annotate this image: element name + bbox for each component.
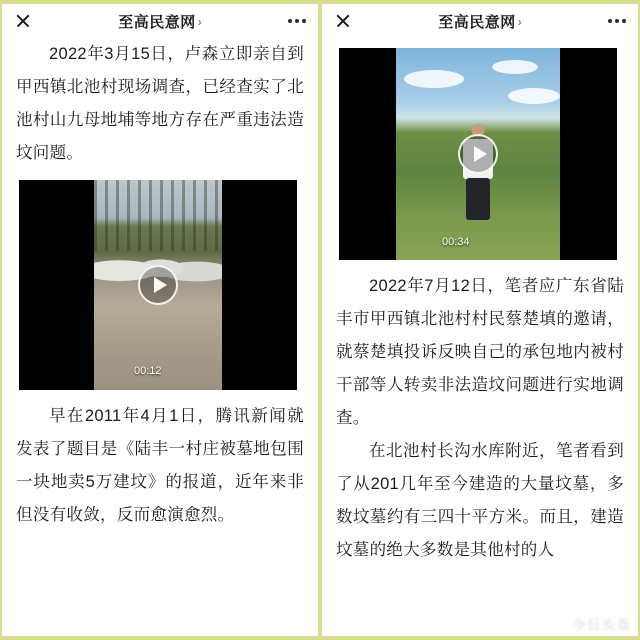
- close-icon[interactable]: [334, 12, 352, 30]
- left-video-player[interactable]: [19, 180, 297, 390]
- left-article-panel: [2, 4, 318, 636]
- cloud-shape: [492, 60, 538, 74]
- right-paragraph-1: 2022年7月12日，笔者应广东省陆丰市甲西镇北池村村民蔡楚填的邀请，就蔡楚填投诉反映自己的承包地内被村干部等人转卖非法造坟问题进行实地调查。: [336, 277, 624, 427]
- play-icon[interactable]: [458, 134, 498, 174]
- play-icon[interactable]: [138, 265, 178, 305]
- left-top-bar: [2, 4, 318, 38]
- left-video-duration: 00:12: [134, 365, 162, 377]
- page-title: 至高民意网: [438, 13, 516, 31]
- right-top-bar: [322, 4, 638, 38]
- close-icon[interactable]: [14, 12, 32, 30]
- chevron-right-icon: ›: [197, 15, 202, 29]
- right-paragraph-2: 在北池村长沟水库附近，笔者看到了从201几年至今建造的大量坟墓，多数坟墓约有三四十平方米。而且，建造坟墓的绝大多数是其他村的人: [336, 442, 624, 559]
- cloud-shape: [508, 88, 560, 104]
- right-video-duration: 00:34: [442, 236, 470, 248]
- person-legs: [466, 178, 490, 220]
- right-article-content: [322, 38, 638, 636]
- left-paragraph-1: 2022年3月15日，卢森立即亲自到甲西镇北池村现场调查，已经查实了北池村山九母地埔等地方存在严重违法造坟问题。: [16, 45, 304, 162]
- cloud-shape: [404, 70, 464, 88]
- right-title-wrap: [322, 11, 638, 32]
- more-dots-icon[interactable]: [608, 19, 626, 23]
- left-title-wrap: [2, 11, 318, 32]
- right-video-player[interactable]: [339, 48, 617, 260]
- right-article-panel: [322, 4, 638, 636]
- left-paragraph-2: 早在2011年4月1日，腾讯新闻就发表了题目是《陆丰一村庄被墓地包围 一块地卖5万建坟》的报道，近年来非但没有收敛，反而愈演愈烈。: [16, 407, 304, 524]
- chevron-right-icon: ›: [517, 15, 522, 29]
- watermark-label: 今日头条: [571, 616, 632, 631]
- left-article-content: [2, 38, 318, 636]
- more-dots-icon[interactable]: [288, 19, 306, 23]
- page-title: 至高民意网: [118, 13, 196, 31]
